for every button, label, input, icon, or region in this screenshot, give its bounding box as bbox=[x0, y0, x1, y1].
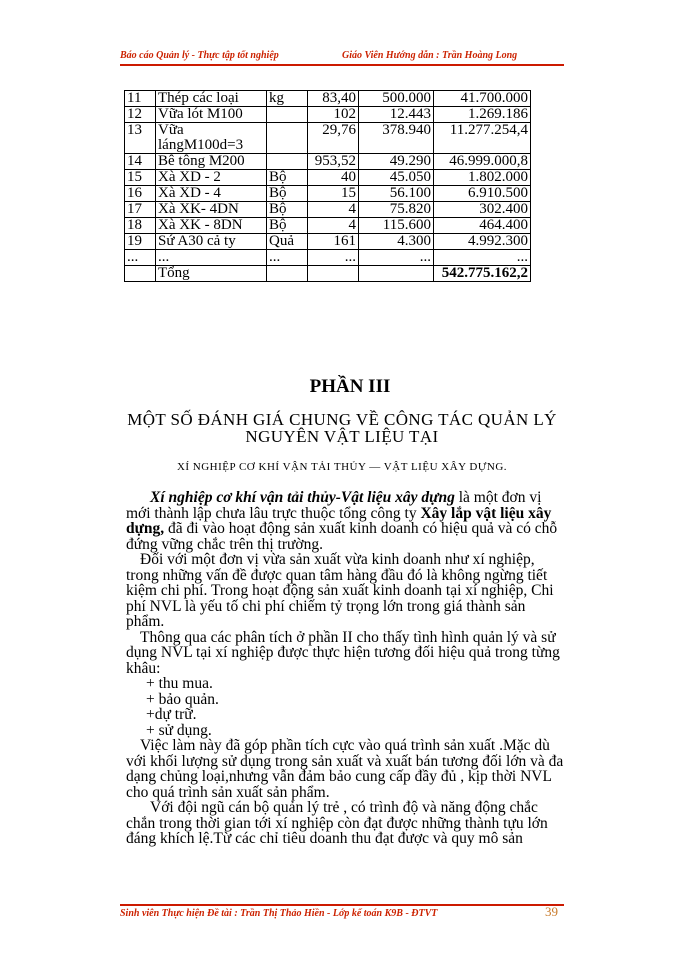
table-cell: ... bbox=[267, 250, 308, 266]
list-item-store: + bảo quản. bbox=[146, 690, 219, 708]
table-row bbox=[125, 202, 531, 218]
table-cell: 75.820 bbox=[359, 202, 434, 218]
table-cell: 1.802.000 bbox=[434, 170, 531, 186]
page-footer: Sinh viên Thực hiện Đề tài : Trần Thị Thảo Hiền - Lớp kế toán K9B - ĐTVT bbox=[120, 908, 438, 919]
table-cell: 4 bbox=[308, 202, 359, 218]
table-cell: 49.290 bbox=[359, 154, 434, 170]
table-row bbox=[125, 218, 531, 234]
table-cell: 12.443 bbox=[359, 107, 434, 123]
table-cell: Bộ bbox=[267, 186, 308, 202]
page-header bbox=[120, 50, 564, 64]
table-cell: ... bbox=[359, 250, 434, 266]
table-cell: ... bbox=[156, 250, 267, 266]
table-row bbox=[125, 186, 531, 202]
table-cell: 19 bbox=[125, 234, 156, 250]
table-cell: ... bbox=[434, 250, 531, 266]
table-cell: 115.600 bbox=[359, 218, 434, 234]
table-cell: 1.269.186 bbox=[434, 107, 531, 123]
page-number: 39 bbox=[545, 904, 558, 919]
paragraph-production: Việc làm này đã góp phần tích cực vào quá trình sản xuất .Mặc dù với khối lượng sử dụng trong sản xuất và xuất bán tương đối lớn và đa dạng chủng loại,nhưng vẫn đảm bảo cung cấp đầy đủ , kịp thời NVL cho quá trình sản xuất sản phẩm. bbox=[126, 737, 564, 801]
table-row bbox=[125, 170, 531, 186]
table-cell: 161 bbox=[308, 234, 359, 250]
part-title: PHẦN III bbox=[309, 376, 391, 397]
table-cell: Xà XD - 2 bbox=[156, 170, 267, 186]
table-cell: Bộ bbox=[267, 170, 308, 186]
section-heading: MỘT SỐ ĐÁNH GIÁ CHUNG VỀ CÔNG TÁC QUẢN LÝ NGUYÊN VẬT LIỆU TẠI bbox=[127, 410, 557, 446]
section-subheading: XÍ NGHIỆP CƠ KHÍ VẬN TẢI THỦY — VẬT LIỆU XÂY DỰNG. bbox=[176, 461, 508, 473]
table-cell: 13 bbox=[125, 123, 156, 154]
table-cell: 953,52 bbox=[308, 154, 359, 170]
footer-rule bbox=[120, 904, 564, 906]
table-cell bbox=[267, 123, 308, 154]
table-cell: Bộ bbox=[267, 218, 308, 234]
table-cell: 56.100 bbox=[359, 186, 434, 202]
total-value: 542.775.162,2 bbox=[434, 266, 531, 282]
table-cell: Vữa lót M100 bbox=[156, 107, 267, 123]
body-text bbox=[126, 490, 566, 847]
table-cell bbox=[308, 266, 359, 282]
table-cell: Xà XK- 4DN bbox=[156, 202, 267, 218]
table-cell: 41.700.000 bbox=[434, 91, 531, 107]
table-cell: Vữa lángM100d=3 bbox=[156, 123, 267, 154]
table-cell: 14 bbox=[125, 154, 156, 170]
table-cell: 4 bbox=[308, 218, 359, 234]
table-cell: 12 bbox=[125, 107, 156, 123]
table-row bbox=[125, 234, 531, 250]
table-cell: 46.999.000,8 bbox=[434, 154, 531, 170]
table-cell: 29,76 bbox=[308, 123, 359, 154]
table-cell: Bộ bbox=[267, 202, 308, 218]
table-cell: 500.000 bbox=[359, 91, 434, 107]
paragraph-cost: Đối với một đơn vị vừa sản xuất vừa kinh doanh như xí nghiệp, trong những vấn đề được quan tâm hàng đầu đó là không ngừng tiết kiệm chi phí. Trong hoạt động sản xuất kinh doanh tại xí nghiệp, Chi phí NVL là yếu tố chi phí chiếm tỷ trọng lớn trong giá thành sản phẩm. bbox=[126, 551, 554, 630]
table-cell: 4.992.300 bbox=[434, 234, 531, 250]
table-total-row bbox=[125, 266, 531, 282]
list-item-use: + sử dụng. bbox=[146, 721, 212, 739]
table-cell: ... bbox=[125, 250, 156, 266]
table-row bbox=[125, 91, 531, 107]
table-cell bbox=[359, 266, 434, 282]
table-cell bbox=[267, 107, 308, 123]
table-cell: Sứ A30 cả ty bbox=[156, 234, 267, 250]
table-cell: 4.300 bbox=[359, 234, 434, 250]
table-cell: 6.910.500 bbox=[434, 186, 531, 202]
table-cell: Bê tông M200 bbox=[156, 154, 267, 170]
materials-table bbox=[124, 90, 531, 282]
table-cell bbox=[267, 154, 308, 170]
table-cell: 45.050 bbox=[359, 170, 434, 186]
paragraph-intro: Xí nghiệp cơ khí vận tải thủy-Vật liệu xây dựng là một đơn vị mới thành lập chưa lâu trực thuộc tổng công ty Xây lắp vật liệu xây dựng, đã đi vào hoạt động sản xuất kinh doanh có hiệu quả và có chỗ đứng vững chắc trên thị trường. bbox=[126, 489, 558, 553]
table-cell: 83,40 bbox=[308, 91, 359, 107]
table-cell: 102 bbox=[308, 107, 359, 123]
table-cell: 15 bbox=[125, 170, 156, 186]
table-cell: 302.400 bbox=[434, 202, 531, 218]
paragraph-outlook: Với đội ngũ cán bộ quản lý trẻ , có trình độ và năng động chắc chắn trong thời gian tới xí nghiệp còn đạt được những thành tựu lớn đáng khích lệ.Từ các chỉ tiêu doanh thu đạt được và quy mô sản bbox=[126, 799, 548, 847]
table-cell: 16 bbox=[125, 186, 156, 202]
table-cell: 11.277.254,4 bbox=[434, 123, 531, 154]
table-cell: 17 bbox=[125, 202, 156, 218]
table-cell: kg bbox=[267, 91, 308, 107]
table-cell: 464.400 bbox=[434, 218, 531, 234]
table-row bbox=[125, 250, 531, 266]
paragraph-analysis: Thông qua các phân tích ở phần II cho thấy tình hình quản lý và sử dụng NVL tại xí nghiệp được thực hiện tương đối hiệu quả trong từng khâu: bbox=[126, 628, 560, 677]
list-item-buy: + thu mua. bbox=[146, 675, 213, 692]
table-cell: ... bbox=[308, 250, 359, 266]
table-row bbox=[125, 107, 531, 123]
total-label: Tổng bbox=[156, 266, 267, 282]
table-cell: Xà XD - 4 bbox=[156, 186, 267, 202]
table-cell: 18 bbox=[125, 218, 156, 234]
header-right-text: Giáo Viên Hướng dẫn : Trần Hoàng Long bbox=[342, 50, 518, 61]
table-row bbox=[125, 154, 531, 170]
table-cell: 15 bbox=[308, 186, 359, 202]
table-cell: 40 bbox=[308, 170, 359, 186]
table-cell: 11 bbox=[125, 91, 156, 107]
list-item-reserve: +dự trữ. bbox=[146, 706, 197, 723]
table-row bbox=[125, 123, 531, 154]
header-rule bbox=[120, 64, 564, 66]
table-cell bbox=[267, 266, 308, 282]
table-cell bbox=[125, 266, 156, 282]
table-cell: Thép các loại bbox=[156, 91, 267, 107]
header-left-text: Báo cáo Quản lý - Thực tập tốt nghiệp bbox=[120, 50, 279, 61]
table-cell: Quả bbox=[267, 234, 308, 250]
table-cell: 378.940 bbox=[359, 123, 434, 154]
table-cell: Xà XK - 8DN bbox=[156, 218, 267, 234]
